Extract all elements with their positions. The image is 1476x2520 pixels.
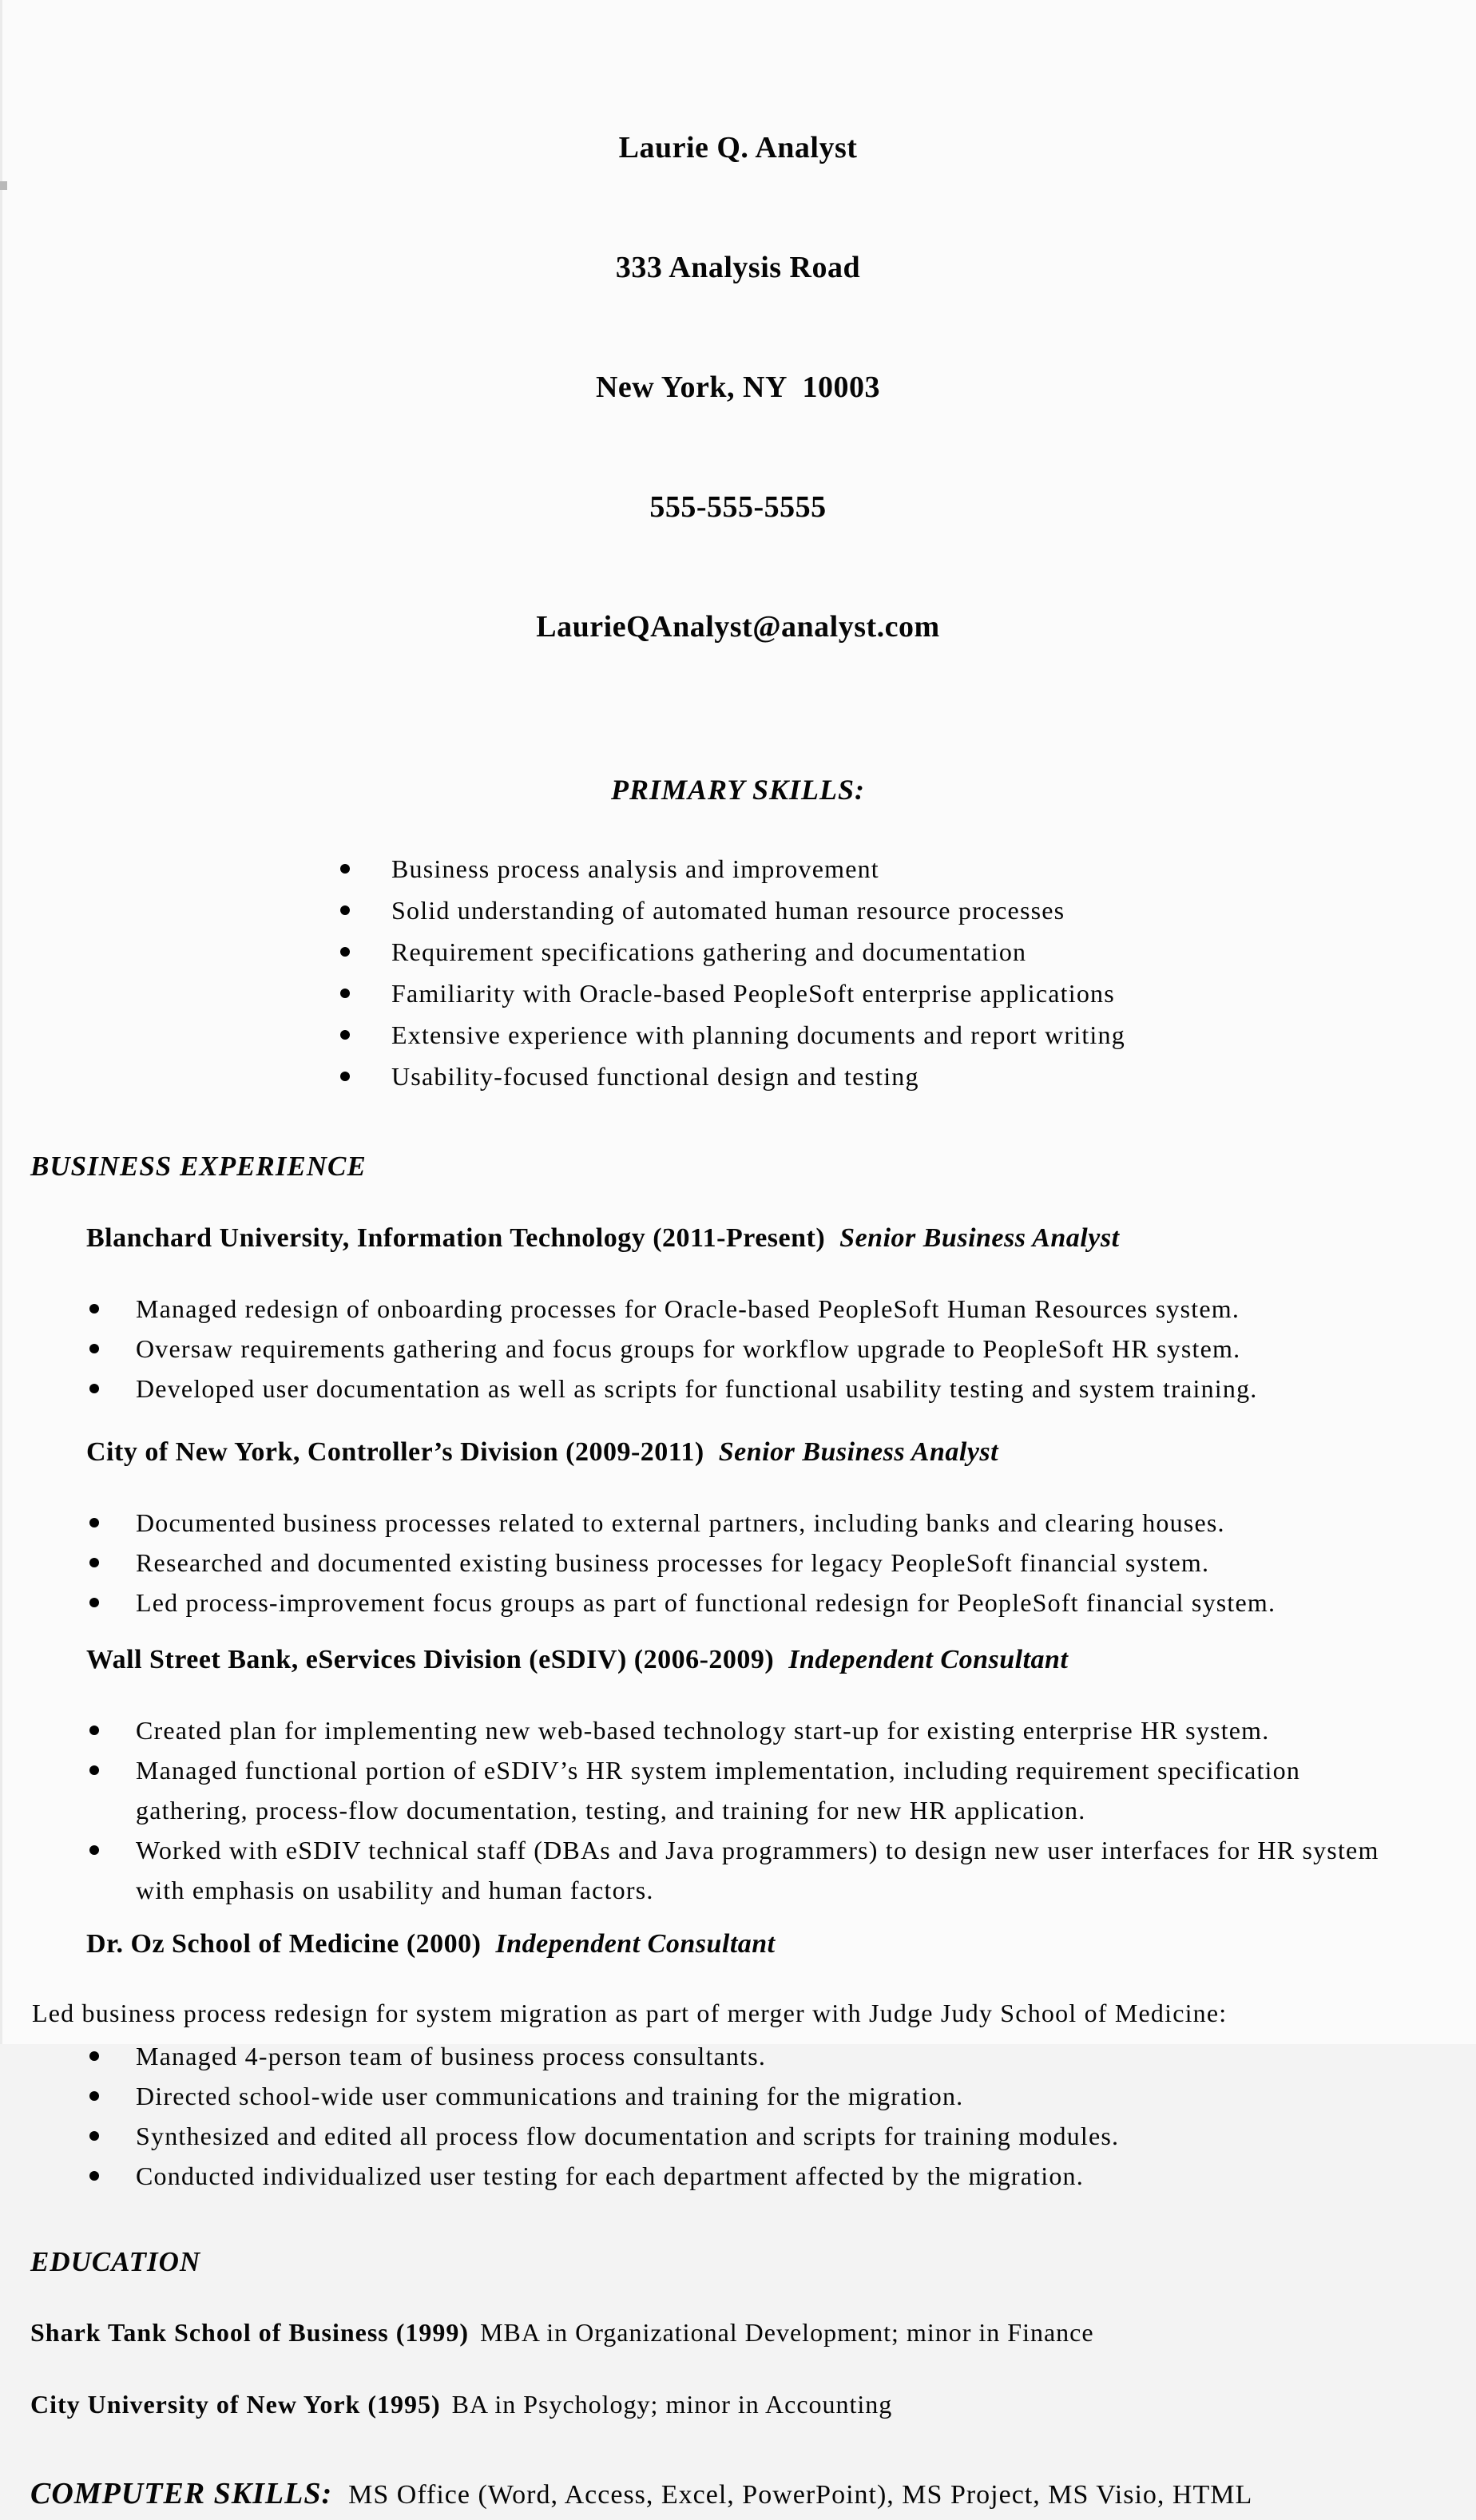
bullet-icon (89, 2051, 99, 2061)
scan-edge-artifact (0, 0, 2, 2044)
job-bullet-text: Managed redesign of onboarding processes for Oracle-based PeopleSoft Human Resources system. (136, 1294, 1240, 1323)
computer-skills-heading: COMPUTER SKILLS: (30, 2477, 333, 2510)
job-org: Blanchard University, Information Technology (2011-Present) (86, 1223, 826, 1253)
job-bullet (0, 1583, 1476, 1623)
job-bullet-text: Managed functional portion of eSDIV’s HR system implementation, including requirement specification gathering, process-flow documentation, testing, and training for new HR application. (136, 1756, 1301, 1825)
job-heading (86, 1220, 1476, 1257)
bullet-icon (89, 1845, 99, 1855)
primary-skills-heading: PRIMARY SKILLS: (610, 774, 866, 806)
job-bullet (0, 1710, 1476, 1750)
job-bullet-text: Managed 4-person team of business process consultants. (136, 2042, 767, 2070)
job-bullet (0, 1329, 1476, 1369)
job-bullets (0, 1503, 1476, 1623)
skill-text: Extensive experience with planning documents and report writing (391, 1020, 1125, 1049)
skill-item (0, 1056, 1476, 1097)
job-bullets (0, 1289, 1476, 1409)
bullet-icon (89, 1598, 99, 1607)
bullet-icon (89, 1726, 99, 1735)
skill-text: Requirement specifications gathering and documentation (391, 937, 1027, 966)
job-bullet (0, 2036, 1476, 2076)
bullet-icon (89, 2131, 99, 2141)
job-bullet (0, 2076, 1476, 2116)
bullet-icon (340, 905, 350, 915)
job-bullet (0, 1750, 1476, 1830)
skill-item (0, 848, 1476, 890)
bullet-icon (89, 1304, 99, 1313)
degree-text: MBA in Organizational Development; minor in Finance (480, 2318, 1094, 2347)
phone-number: 555-555-5555 (649, 490, 827, 524)
job-bullet-text: Developed user documentation as well as scripts for functional usability testing and system training. (136, 1374, 1258, 1403)
job-bullet-text: Conducted individualized user testing for each department affected by the migration. (136, 2161, 1084, 2190)
job-wall-street-bank (0, 1642, 1476, 1910)
business-experience-heading: BUSINESS EXPERIENCE (30, 1151, 367, 1182)
job-bullets (0, 2036, 1476, 2196)
bullet-icon (340, 947, 350, 957)
bullet-icon (89, 1558, 99, 1567)
candidate-name: Laurie Q. Analyst (618, 131, 858, 164)
job-role: Independent Consultant (788, 1645, 1069, 1674)
skill-text: Solid understanding of automated human resource processes (391, 896, 1065, 925)
skill-item (0, 890, 1476, 931)
job-heading (86, 1434, 1476, 1471)
job-heading (86, 1642, 1476, 1678)
job-org: City of New York, Controller’s Division (2009-2011) (86, 1437, 704, 1467)
skill-item (0, 1014, 1476, 1056)
job-org: Dr. Oz School of Medicine (2000) (86, 1929, 482, 1959)
bullet-icon (89, 2091, 99, 2101)
bullet-icon (89, 1384, 99, 1393)
job-bullet-text: Directed school-wide user communications and training for the migration. (136, 2082, 964, 2110)
city-state-zip: New York, NY 10003 (595, 370, 881, 404)
job-bullet (0, 1369, 1476, 1409)
job-bullet (0, 1830, 1476, 1910)
job-bullet (0, 1503, 1476, 1543)
skill-text: Familiarity with Oracle-based PeopleSoft enterprise applications (391, 979, 1115, 1008)
scan-mark-artifact (0, 181, 7, 190)
job-bullets (0, 1710, 1476, 1910)
primary-skills-list (0, 848, 1476, 1097)
job-blanchard-university (0, 1220, 1476, 1409)
skill-text: Usability-focused functional design and testing (391, 1062, 919, 1091)
job-bullet (0, 2116, 1476, 2156)
computer-skills-line (30, 2474, 1476, 2520)
education-entry (30, 2314, 1476, 2351)
job-role: Independent Consultant (495, 1929, 776, 1959)
skill-item (0, 931, 1476, 973)
bullet-icon (340, 1072, 350, 1081)
job-bullet-text: Worked with eSDIV technical staff (DBAs and Java programmers) to design new user interfaces for HR system with emphasis on usability and human factors. (136, 1836, 1379, 1904)
bullet-icon (340, 864, 350, 874)
job-bullet-text: Led process-improvement focus groups as part of functional redesign for PeopleSoft financial system. (136, 1588, 1276, 1617)
job-city-of-new-york (0, 1434, 1476, 1623)
skill-text: Business process analysis and improvement (391, 854, 879, 883)
street-address: 333 Analysis Road (615, 251, 861, 284)
job-bullet-text: Documented business processes related to external partners, including banks and clearing houses. (136, 1508, 1225, 1537)
bullet-icon (89, 1765, 99, 1775)
bullet-icon (89, 1344, 99, 1353)
education-entry (30, 2386, 1476, 2423)
job-bullet (0, 1543, 1476, 1583)
job-role: Senior Business Analyst (718, 1437, 999, 1467)
job-bullet (0, 2156, 1476, 2196)
job-dr-oz-school (0, 1926, 1476, 2196)
computer-skills-text: MS Office (Word, Access, Excel, PowerPoint), MS Project, MS Visio, HTML (348, 2480, 1253, 2510)
job-intro: Led business process redesign for system migration as part of merger with Judge Judy School of Medicine: (32, 1999, 1228, 2027)
job-bullet-text: Researched and documented existing business processes for legacy PeopleSoft financial system. (136, 1548, 1210, 1577)
job-heading (86, 1926, 1476, 1963)
contact-header (0, 0, 1476, 727)
job-bullet-text: Synthesized and edited all process flow documentation and scripts for training modules. (136, 2122, 1120, 2150)
email-address: LaurieQAnalyst@analyst.com (536, 610, 940, 644)
bullet-icon (340, 1030, 350, 1040)
bullet-icon (89, 1518, 99, 1527)
job-bullet-text: Oversaw requirements gathering and focus groups for workflow upgrade to PeopleSoft HR system. (136, 1334, 1241, 1363)
job-org: Wall Street Bank, eServices Division (eSDIV) (2006-2009) (86, 1645, 775, 1674)
degree-text: BA in Psychology; minor in Accounting (451, 2390, 893, 2419)
job-bullet-text: Created plan for implementing new web-based technology start-up for existing enterprise HR system. (136, 1716, 1270, 1745)
education-heading: EDUCATION (30, 2246, 201, 2277)
job-role: Senior Business Analyst (839, 1223, 1120, 1253)
job-bullet (0, 1289, 1476, 1329)
school-name: Shark Tank School of Business (1999) (30, 2318, 470, 2347)
bullet-icon (89, 2171, 99, 2181)
bullet-icon (340, 989, 350, 998)
school-name: City University of New York (1995) (30, 2390, 441, 2419)
skill-item (0, 973, 1476, 1014)
